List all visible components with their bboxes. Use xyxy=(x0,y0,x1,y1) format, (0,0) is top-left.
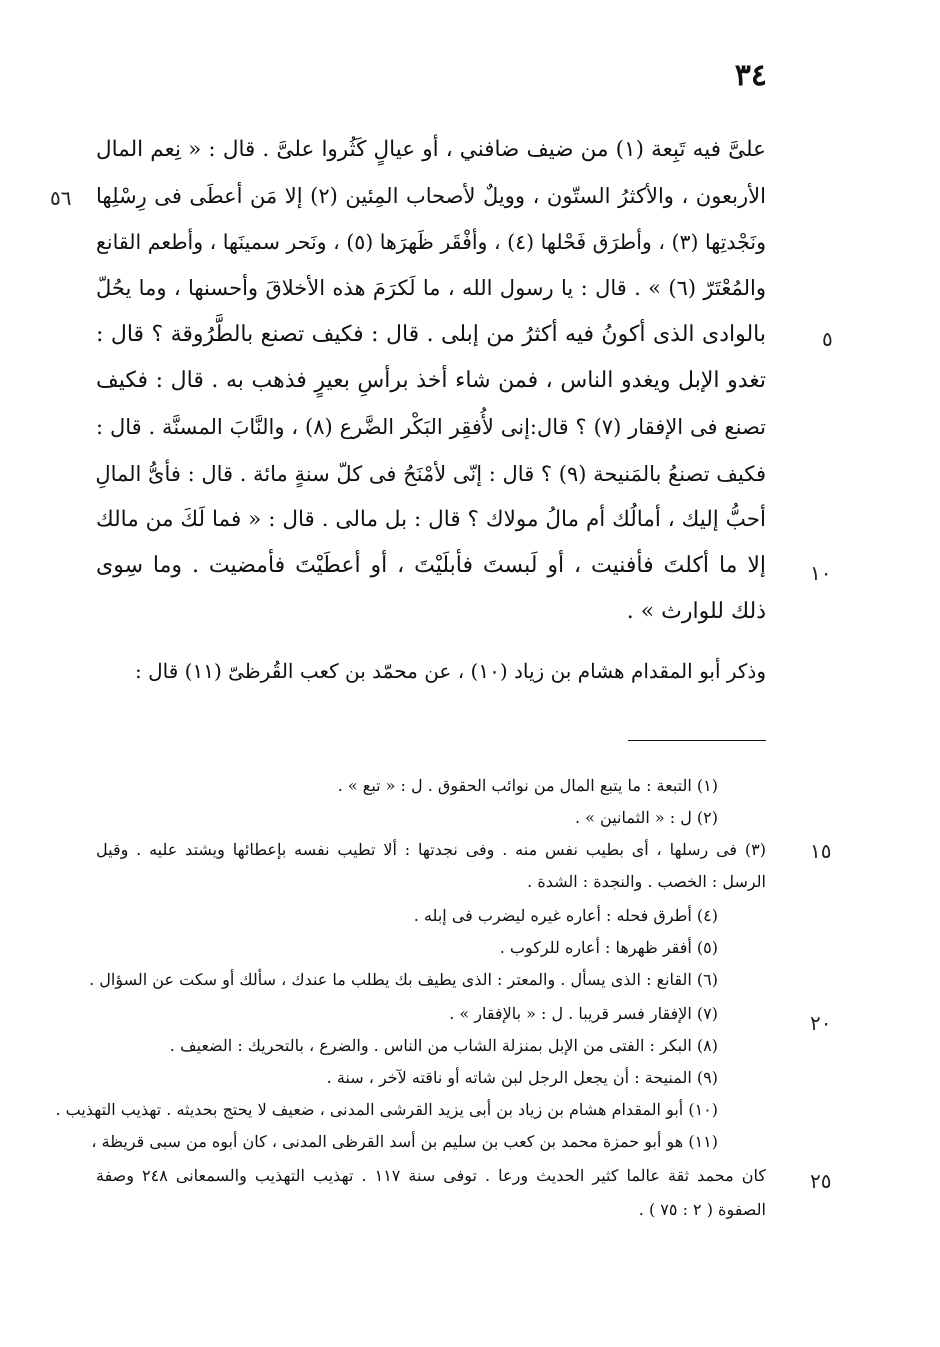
footnote-line: الرسل : الخصب . والنجدة : الشدة . xyxy=(527,872,766,891)
footnote-line: (٣) فى رسلها ، أى بطيب نفس منه . وفى نجدتها : ألا تطيب نفسه بإعطائها ويشتد عليه . وقيل xyxy=(96,840,766,859)
text-line: بالوادى الذى أكونُ فيه أكثرُ من إبلى . قال : فكيف تصنع بالطَّرُوقة ؟ قال : xyxy=(96,322,766,347)
page-number: ٣٤ xyxy=(734,58,767,93)
footnote-line: (٦) القانع : الذى يسأل . والمعتر : الذى يطيف بك يطلب ما عندك ، سألك أو سكت عن السؤال . xyxy=(89,970,718,989)
text-line: تصنع فى الإفقار (٧) ؟ قال:إنى لأُفقِر البَكْر الضَّرع (٨) ، والنَّابَ المسنَّة . قال : xyxy=(96,415,766,439)
text-line: تغدو الإبل ويغدو الناس ، فمن شاء أخذ برأسِ بعيرٍ فذهب به . قال : فكيف xyxy=(96,368,766,393)
margin-number: ١٠ xyxy=(810,561,832,585)
footnote-line: (٤) أطرق فحله : أعاره غيره ليضرب فى إبله . xyxy=(413,906,718,925)
margin-number: ٢٠ xyxy=(810,1011,832,1035)
text-line: فكيف تصنعُ بالمَنيحة (٩) ؟ قال : إنّى لأمْنَحُ فى كلّ سنةٍ مائة . قال : فأىُّ المالِ xyxy=(95,462,766,486)
footnote-separator xyxy=(628,740,766,741)
text-line: إلا ما أكلتَ فأفنيت ، أو لَبستَ فأبلَيْتَ ، أو أعطَيْتَ فأمضيت . وما سِوى xyxy=(96,553,766,578)
text-line: علىَّ فيه تَبِعة (١) من ضيف ضافني ، أو عيالٍ كَثُروا علىَّ . قال : « نِعم المال xyxy=(96,137,766,162)
footnote-line: (٢) ل : « الثمانين » . xyxy=(574,808,718,827)
footnote-line: (٨) البكر : الفتى من الإبل بمنزلة الشاب من الناس . والضرع ، بالتحريك : الضعيف . xyxy=(169,1036,718,1055)
text-line: ذلك للوارث » . xyxy=(626,599,766,624)
footnote-line: الصفوة ( ٢ : ٧٥ ) . xyxy=(638,1200,766,1219)
footnote-line: (٧) الإفقار فسر قريبا . ل : « بالإفقار » . xyxy=(449,1004,718,1023)
footnote-line: (١) التبعة : ما يتبع المال من نوائب الحقوق . ل : « تبع » . xyxy=(337,776,718,795)
text-line: والمُعْتَرّ (٦) » . قال : يا رسول الله ، ما لَكرَمَ هذه الأخلاقَ وأحسنها ، وما يحُلّ xyxy=(96,276,767,300)
margin-number: ٥ xyxy=(822,327,833,351)
text-line: وذكر أبو المقدام هشام بن زياد (١٠) ، عن محمّد بن كعب القُرظىّ (١١) قال : xyxy=(135,659,766,683)
text-line: الأربعون ، والأكثرُ الستّون ، وويلٌ لأصحاب المِئين (٢) إلا مَن أعطَى فى رِسْلِها xyxy=(96,184,766,208)
text-line: ونَجْدتِها (٣) ، وأطرَق فَحْلها (٤) ، وأفْقَر ظَهرَها (٥) ، ونَحر سمينَها ، وأطعم القانع xyxy=(96,230,766,254)
footnote-line: (١١) هو أبو حمزة محمد بن كعب بن سليم بن أسد القرظى المدنى ، كان أبوه من سبى قريظة ، xyxy=(91,1132,718,1151)
footnote-line: (١٠) أبو المقدام هشام بن زياد بن أبى يزيد القرشى المدنى ، ضعيف لا يحتج بحديثه . تهذيب التهذيب . xyxy=(55,1100,718,1119)
footnote-line: (٩) المنيحة : أن يجعل الرجل لبن شاته أو ناقته لآخر ، سنة . xyxy=(326,1068,718,1087)
footnote-line: (٥) أفقر ظهرها : أعاره للركوب . xyxy=(499,938,718,957)
footnote-line: كان محمد ثقة عالما كثير الحديث ورعا . توفى سنة ١١٧ . تهذيب التهذيب والسمعانى ٢٤٨ وصفة xyxy=(96,1166,766,1185)
text-line: أحبُّ إليك ، أمالُك أم مالُ مولاك ؟ قال : بل مالى . قال : « فما لَكَ من مالك xyxy=(96,507,766,532)
margin-number: ٥٦ xyxy=(50,186,72,210)
margin-number: ٢٥ xyxy=(810,1169,832,1193)
margin-number: ١٥ xyxy=(810,839,832,863)
